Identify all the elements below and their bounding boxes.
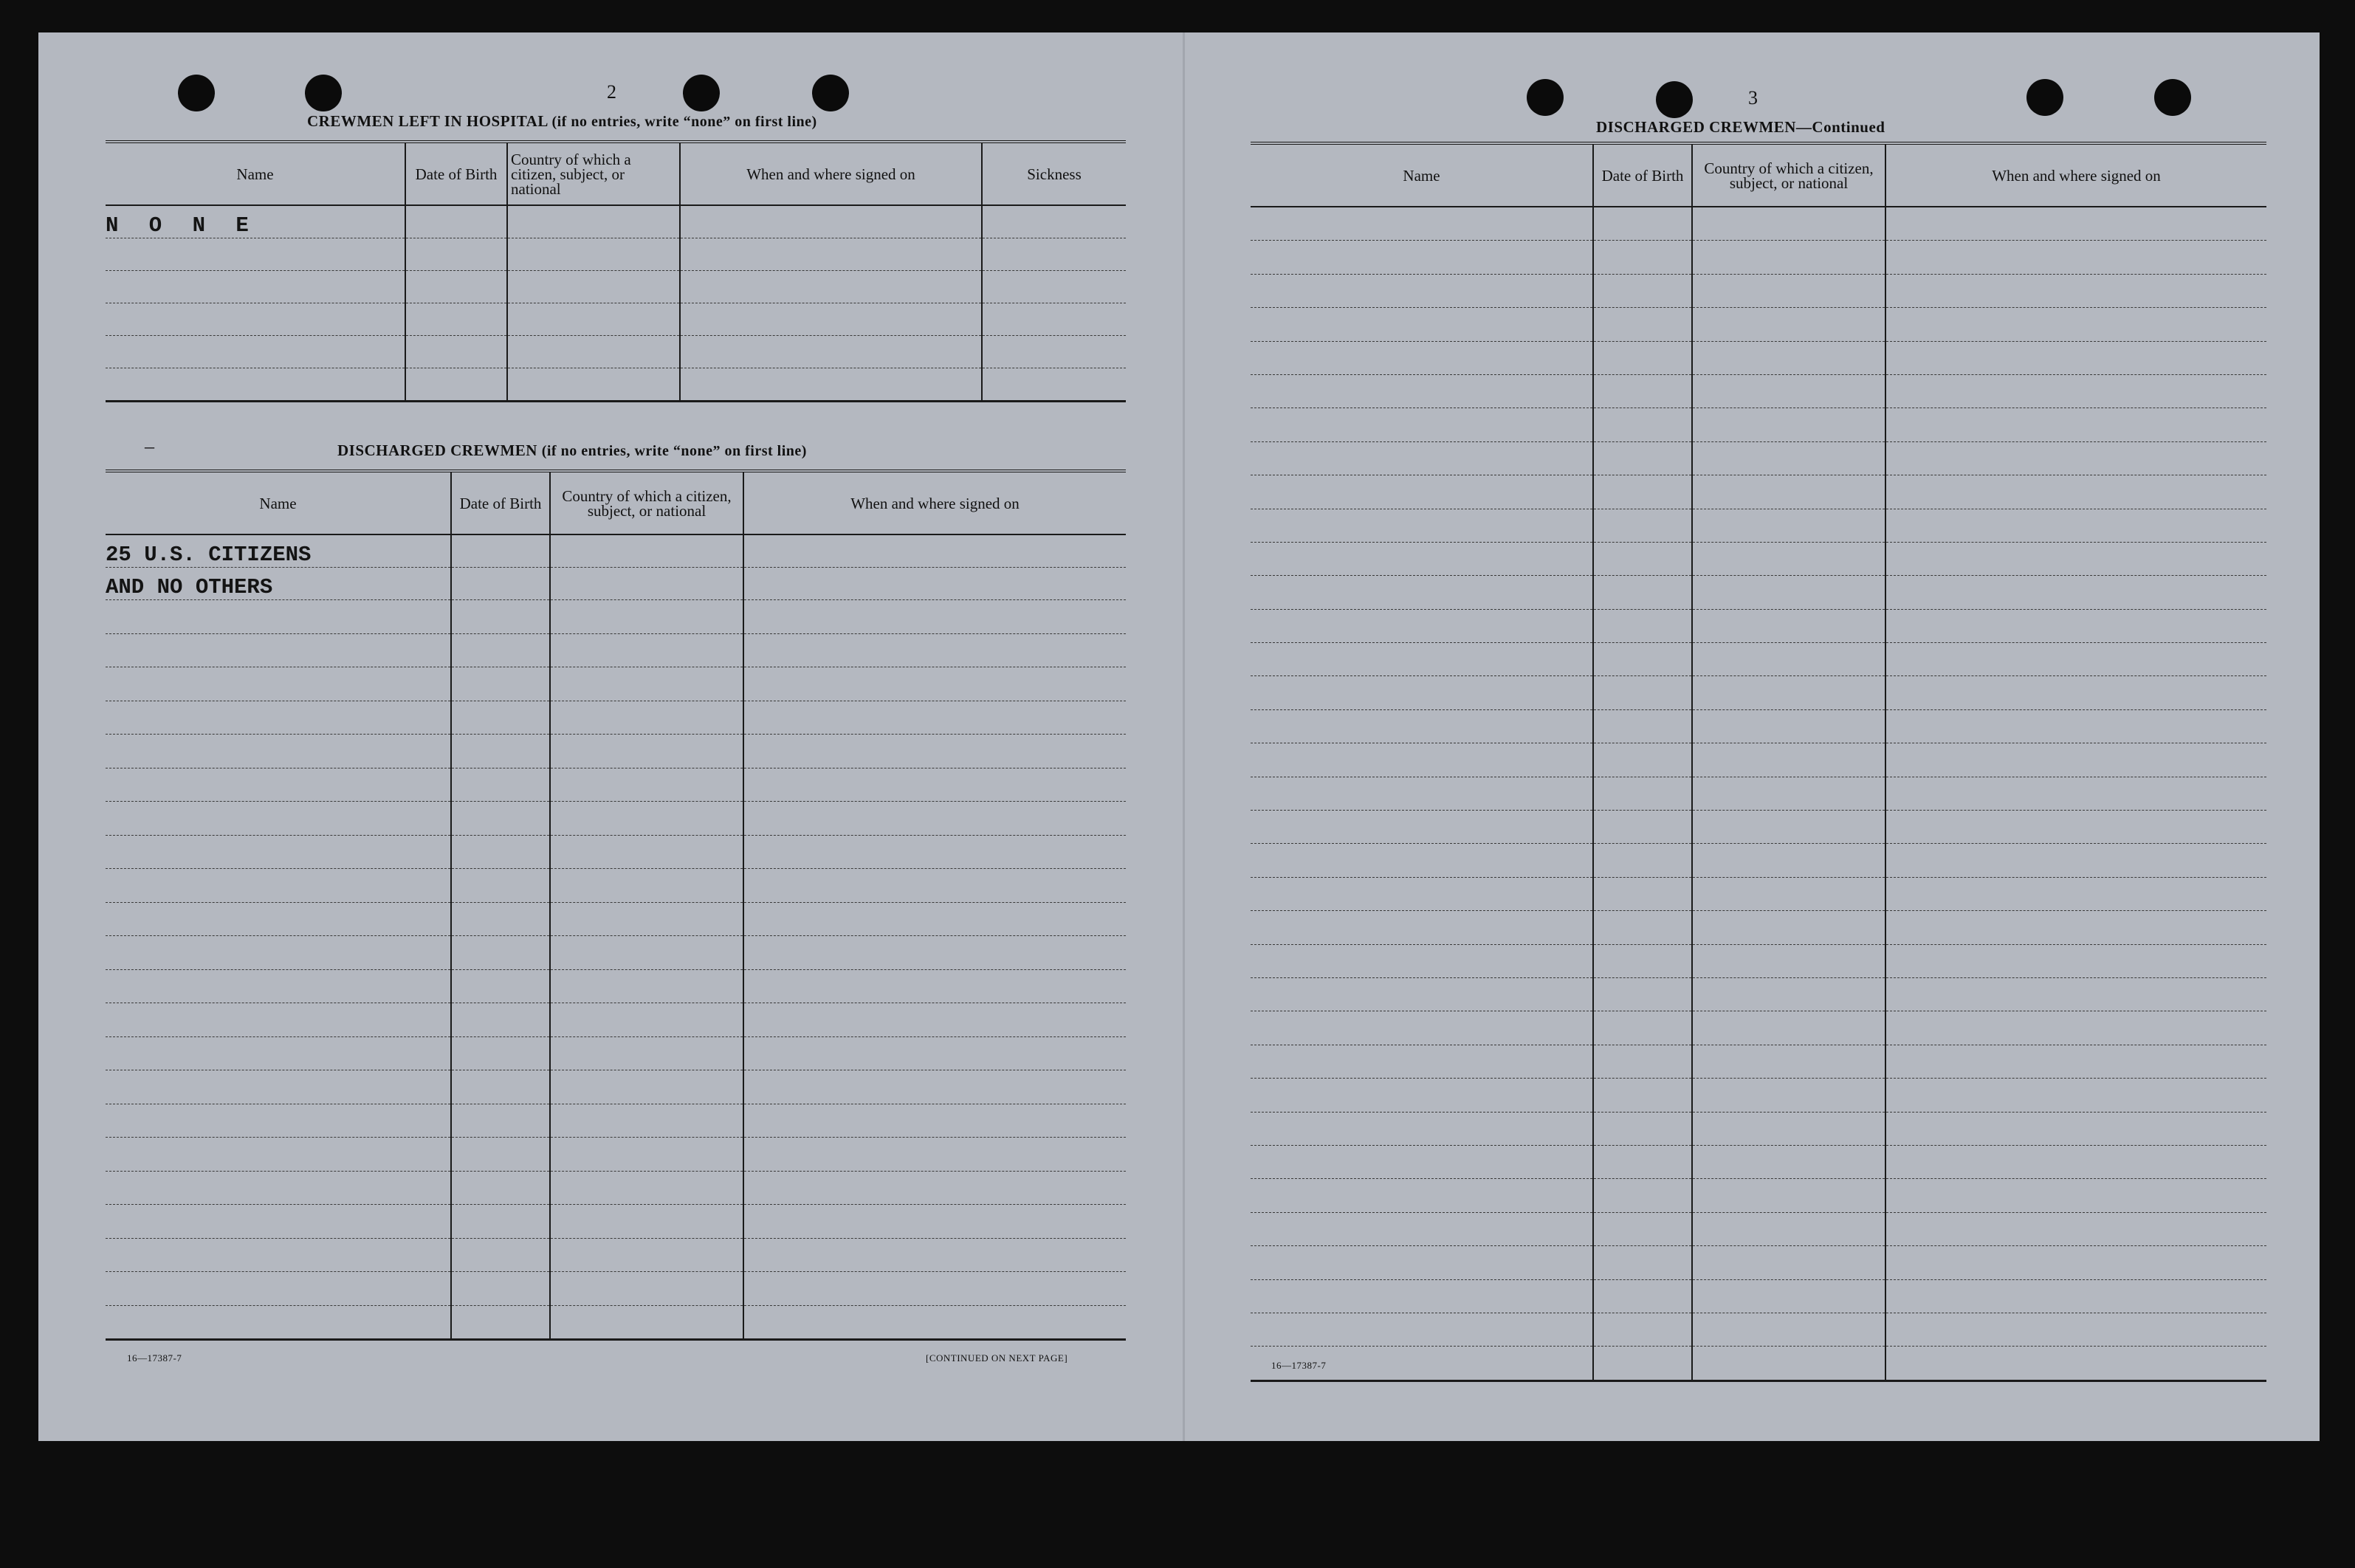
table-row bbox=[1251, 274, 2266, 307]
stray-mark: – bbox=[145, 436, 154, 457]
table-row bbox=[1251, 1212, 2266, 1245]
table-row bbox=[1251, 877, 2266, 910]
table-row bbox=[1251, 1279, 2266, 1313]
discharged-title-note: (if no entries, write “none” on first line) bbox=[541, 443, 807, 459]
column-header-country: Country of which a citizen, subject, or national bbox=[507, 142, 680, 205]
table-row bbox=[1251, 374, 2266, 408]
table-row bbox=[1251, 441, 2266, 475]
table-row bbox=[106, 303, 1126, 336]
table-row bbox=[1251, 408, 2266, 441]
table-row bbox=[106, 667, 1126, 701]
table-row bbox=[1251, 1246, 2266, 1279]
form-number: 16—17387-7 bbox=[127, 1352, 182, 1364]
table-row bbox=[1251, 944, 2266, 977]
column-header-signed-on: When and where signed on bbox=[680, 142, 982, 205]
table-row bbox=[106, 902, 1126, 936]
table-row bbox=[106, 936, 1126, 970]
table-row bbox=[106, 1036, 1126, 1070]
table-row bbox=[1251, 1347, 2266, 1380]
hospital-title-note: (if no entries, write “none” on first line) bbox=[551, 114, 817, 130]
table-row bbox=[1251, 811, 2266, 844]
table-row bbox=[1251, 542, 2266, 575]
table-row bbox=[106, 568, 1126, 600]
punch-hole bbox=[178, 75, 215, 111]
table-row bbox=[106, 1205, 1126, 1239]
continued-section-title: DISCHARGED CREWMEN—Continued bbox=[1596, 118, 1885, 136]
column-header-sickness: Sickness bbox=[982, 142, 1126, 205]
table-row bbox=[1251, 341, 2266, 374]
table-row bbox=[106, 802, 1126, 836]
table-row bbox=[106, 205, 1126, 238]
punch-hole bbox=[2026, 79, 2063, 116]
form-number: 16—17387-7 bbox=[1271, 1360, 1327, 1371]
table-row bbox=[1251, 1179, 2266, 1212]
table-row bbox=[1251, 1045, 2266, 1078]
punch-hole bbox=[683, 75, 720, 111]
column-header-date-of-birth: Date of Birth bbox=[1593, 143, 1692, 207]
table-row bbox=[1251, 643, 2266, 676]
discharged-table bbox=[106, 470, 1126, 1341]
continued-note: [CONTINUED ON NEXT PAGE] bbox=[926, 1352, 1068, 1364]
table-row bbox=[1251, 1079, 2266, 1112]
table-row bbox=[106, 238, 1126, 271]
table-row bbox=[1251, 1112, 2266, 1145]
table-row bbox=[106, 1171, 1126, 1205]
column-header-name: Name bbox=[1251, 143, 1593, 207]
table-row bbox=[1251, 676, 2266, 709]
column-header-date-of-birth: Date of Birth bbox=[405, 142, 507, 205]
table-row bbox=[106, 633, 1126, 667]
column-header-signed-on: When and where signed on bbox=[743, 471, 1126, 534]
typed-entry: N O N E bbox=[106, 205, 405, 238]
discharged-title-main: DISCHARGED CREWMEN bbox=[337, 441, 537, 459]
table-row bbox=[1251, 576, 2266, 609]
page-fold bbox=[1183, 32, 1185, 1441]
table-row bbox=[1251, 709, 2266, 743]
table-row bbox=[1251, 911, 2266, 944]
table-row bbox=[1251, 207, 2266, 241]
table-row bbox=[106, 336, 1126, 368]
punch-hole bbox=[812, 75, 849, 111]
hospital-table bbox=[106, 140, 1126, 402]
column-header-country: Country of which a citizen, subject, or national bbox=[1692, 143, 1885, 207]
table-row bbox=[1251, 475, 2266, 509]
table-row bbox=[106, 368, 1126, 402]
table-row bbox=[106, 1003, 1126, 1037]
table-row bbox=[106, 1272, 1126, 1306]
table-row bbox=[106, 600, 1126, 634]
table-row bbox=[106, 701, 1126, 735]
hospital-section-title bbox=[307, 112, 817, 131]
discharged-section-title bbox=[337, 441, 807, 460]
column-header-name: Name bbox=[106, 471, 451, 534]
table-row bbox=[1251, 777, 2266, 810]
punch-hole bbox=[1656, 81, 1693, 118]
page-number: 3 bbox=[1748, 87, 1758, 109]
table-row bbox=[1251, 977, 2266, 1011]
table-row bbox=[106, 735, 1126, 768]
table-row bbox=[106, 969, 1126, 1003]
column-header-date-of-birth: Date of Birth bbox=[451, 471, 550, 534]
table-row bbox=[1251, 1011, 2266, 1045]
table-row bbox=[1251, 609, 2266, 642]
discharged-continued-table bbox=[1251, 142, 2266, 1382]
hospital-title-main: CREWMEN LEFT IN HOSPITAL bbox=[307, 112, 548, 130]
column-header-name: Name bbox=[106, 142, 405, 205]
table-row bbox=[1251, 1145, 2266, 1178]
table-row bbox=[1251, 844, 2266, 877]
punch-hole bbox=[305, 75, 342, 111]
table-row bbox=[106, 1138, 1126, 1172]
table-row bbox=[1251, 241, 2266, 274]
page-number: 2 bbox=[607, 81, 616, 103]
table-row bbox=[106, 835, 1126, 869]
table-row bbox=[1251, 1313, 2266, 1346]
table-row bbox=[106, 869, 1126, 903]
table-row bbox=[106, 1104, 1126, 1138]
table-row bbox=[1251, 308, 2266, 341]
table-row bbox=[106, 271, 1126, 303]
table-row bbox=[106, 1070, 1126, 1104]
column-header-country: Country of which a citizen, subject, or national bbox=[550, 471, 743, 534]
punch-hole bbox=[2154, 79, 2191, 116]
punch-hole bbox=[1527, 79, 1564, 116]
table-row bbox=[1251, 743, 2266, 777]
typed-entry: AND NO OTHERS bbox=[106, 568, 451, 600]
column-header-signed-on: When and where signed on bbox=[1885, 143, 2266, 207]
table-row bbox=[106, 768, 1126, 802]
table-row bbox=[106, 1305, 1126, 1340]
typed-entry: 25 U.S. CITIZENS bbox=[106, 534, 451, 568]
table-row bbox=[1251, 509, 2266, 542]
table-row bbox=[106, 534, 1126, 568]
table-row bbox=[106, 1238, 1126, 1272]
